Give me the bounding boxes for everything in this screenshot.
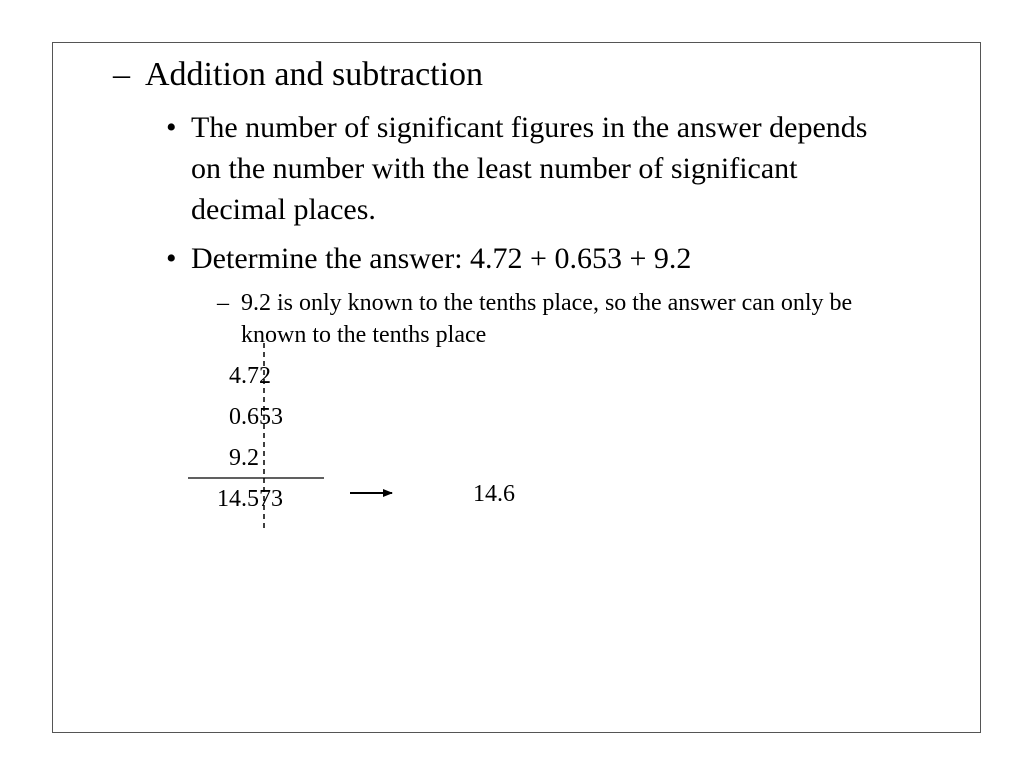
- rounded-result: 14.6: [473, 481, 515, 507]
- addend-3: 9.2: [229, 445, 259, 471]
- bullet-1-marker: •: [166, 111, 177, 144]
- bullet-2-marker: •: [166, 242, 177, 275]
- bullet-2-line-1: Determine the answer: 4.72 + 0.653 + 9.2: [191, 242, 692, 275]
- addend-1: 4.72: [229, 363, 271, 389]
- sub-bullet-marker: –: [217, 290, 229, 316]
- bullet-1-line-1: The number of significant figures in the answer depends: [191, 111, 868, 144]
- addend-2: 0.653: [229, 404, 283, 430]
- heading-text: Addition and subtraction: [145, 56, 484, 93]
- sub-bullet-line-2: known to the tenths place: [241, 322, 487, 348]
- bullet-1-line-2: on the number with the least number of significant: [191, 152, 798, 185]
- sub-bullet-line-1: 9.2 is only known to the tenths place, so the answer can only be: [241, 290, 853, 316]
- sum-value: 14.573: [217, 486, 283, 512]
- bullet-1-line-3: decimal places.: [191, 193, 376, 226]
- heading-marker: –: [113, 56, 130, 93]
